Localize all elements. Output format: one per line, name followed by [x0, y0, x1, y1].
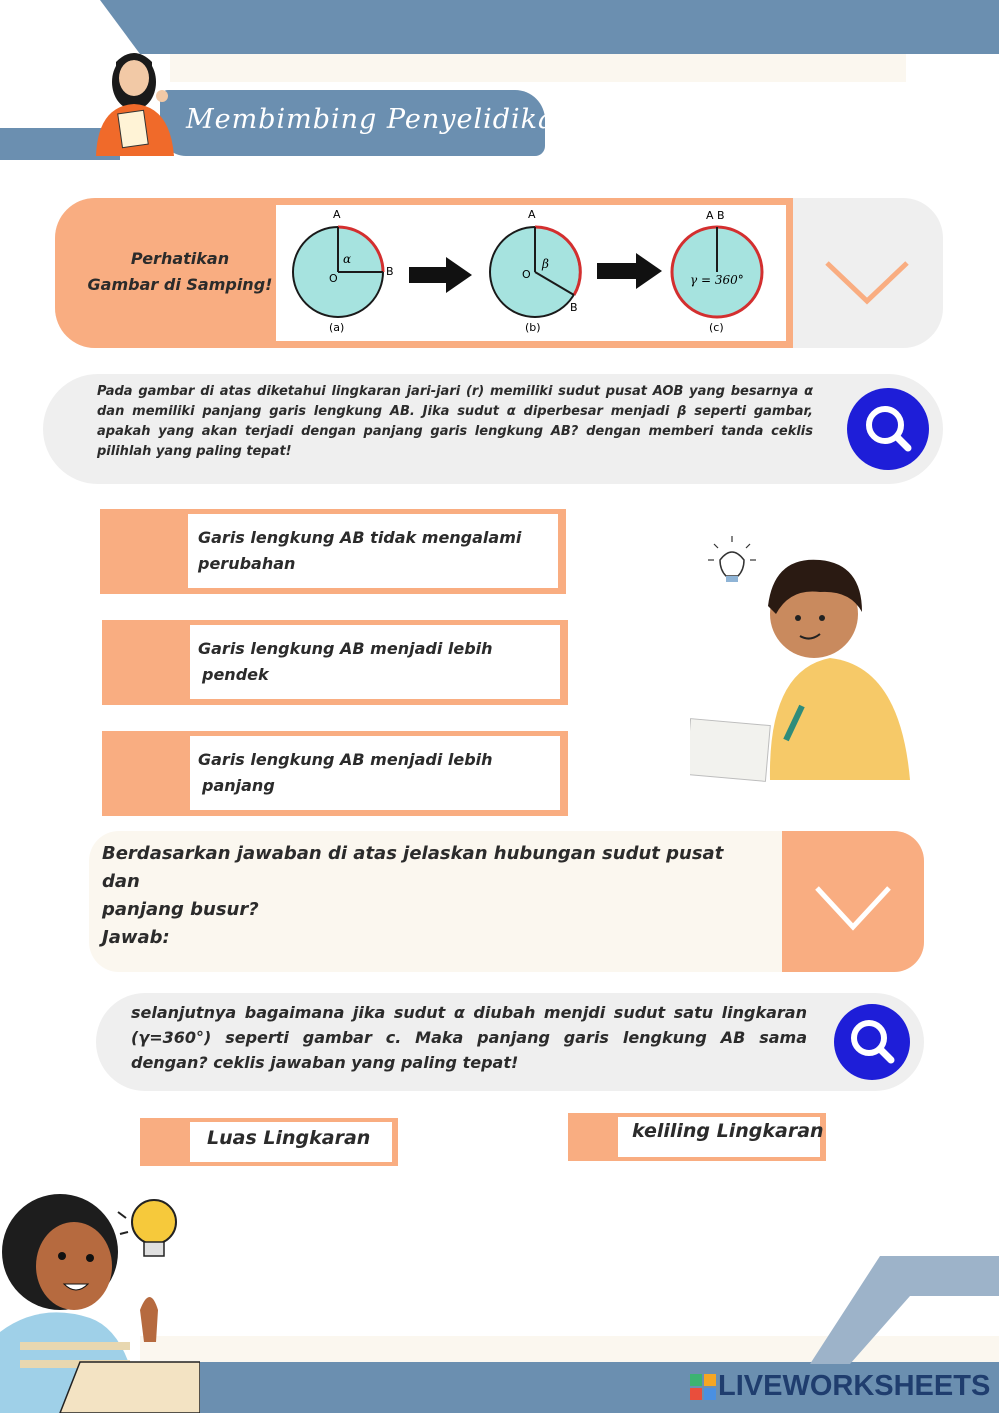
search-icon — [847, 388, 929, 470]
girl-idea-illustration — [0, 1192, 200, 1413]
diagram-a — [293, 208, 394, 334]
essay-question: Berdasarkan jawaban di atas jelaskan hubungan sudut pusat dan panjang busur? Jawab: — [102, 840, 742, 952]
brand-name[interactable]: LIVEWORKSHEETS — [718, 1370, 991, 1402]
figure-prompt: Perhatikan Gambar di Samping! — [87, 249, 273, 294]
search-button[interactable] — [834, 1004, 910, 1080]
option-no-change[interactable]: Garis lengkung AB tidak mengalami perubahan — [100, 509, 566, 594]
point-a-label: A — [528, 208, 536, 221]
angle-alpha-label: α — [343, 252, 352, 266]
question-1-text: Pada gambar di atas diketahui lingkaran jari-jari (r) memiliki sudut pusat AOB yang besarnya α dan memiliki panjang garis lengkung AB. Jika sudut α diperbesar menjadi β seperti gambar, apakah yang akan terjadi dengan panjang garis lengkung AB? dengan memberi tanda ceklis pilihlah yang paling tepat! — [97, 384, 813, 459]
points-ab-label: A B — [706, 209, 725, 222]
option-longer[interactable]: Garis lengkung AB menjadi lebih panjang — [102, 731, 568, 816]
angle-gamma-label: γ = 360° — [690, 273, 744, 287]
circle-diagrams — [276, 205, 786, 341]
diagram-b — [490, 208, 580, 334]
search-button[interactable] — [847, 388, 929, 470]
chevron-down-icon[interactable] — [822, 258, 912, 308]
arrow-icon — [409, 257, 472, 293]
chevron-down-icon[interactable] — [812, 883, 894, 933]
point-b-label: B — [570, 301, 578, 314]
answer-input[interactable] — [102, 930, 772, 964]
top-cream-band — [170, 54, 906, 82]
center-label: O — [329, 272, 338, 285]
question-3-text: selanjutnya bagaimana jika sudut α diubah menjdi sudut satu lingkaran (γ=360°) seperti gambar c. Maka panjang garis lengkung AB sama dengan? ceklis jawaban yang paling tepat! — [131, 1003, 807, 1072]
girl-notepad-illustration — [86, 44, 186, 156]
lightbulb-icon — [708, 536, 756, 582]
bottom-right-decor — [810, 1256, 999, 1364]
arrow-icon — [597, 253, 662, 289]
point-b-label: B — [386, 265, 394, 278]
diagram-c — [672, 209, 762, 334]
lightbulb-icon — [118, 1200, 176, 1256]
circle-figure — [276, 205, 786, 341]
boy-thinking-illustration — [690, 530, 940, 790]
caption-b: (b) — [525, 321, 541, 334]
point-a-label: A — [333, 208, 341, 221]
option-circumference[interactable]: keliling Lingkaran — [568, 1113, 826, 1161]
top-decor-band — [100, 0, 999, 54]
liveworksheets-logo — [690, 1374, 718, 1402]
caption-c: (c) — [709, 321, 724, 334]
option-area[interactable]: Luas Lingkaran — [140, 1118, 398, 1166]
angle-beta-label: β — [542, 257, 549, 271]
answer-label: Jawab: — [102, 927, 170, 948]
page-title: Membimbing Penyelidikan — [186, 104, 574, 135]
center-label: O — [522, 268, 531, 281]
search-icon — [834, 1004, 910, 1080]
option-shorter[interactable]: Garis lengkung AB menjadi lebih pendek — [102, 620, 568, 705]
caption-a: (a) — [329, 321, 345, 334]
